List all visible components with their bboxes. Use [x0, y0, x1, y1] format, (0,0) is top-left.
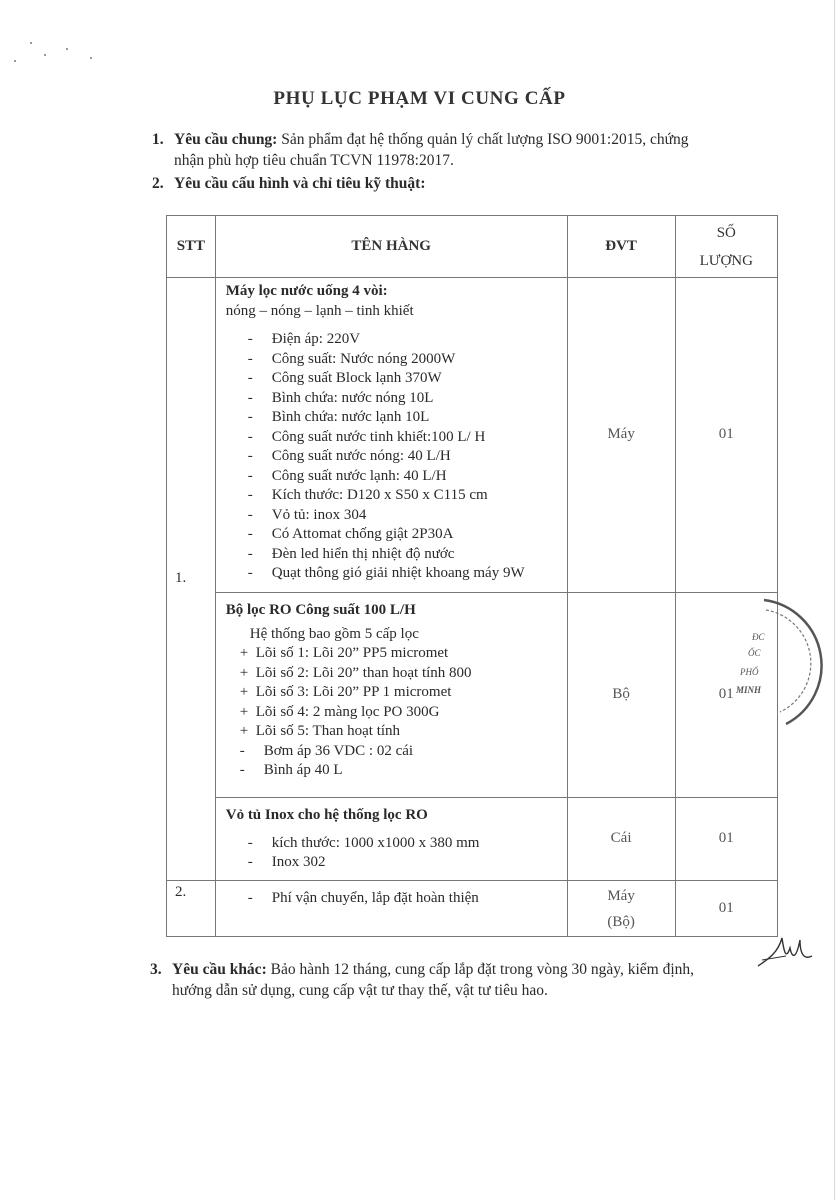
- section-1-number: 1.: [152, 131, 164, 148]
- group-1-stt: 1.: [175, 570, 187, 587]
- item-3-cell: [215, 798, 567, 881]
- section-1-heading: Yêu cầu chung:: [174, 131, 278, 148]
- list-item: + Lõi số 2: Lõi 20” than hoạt tính 800: [216, 664, 567, 684]
- list-item: - Phí vận chuyển, lắp đặt hoàn thiện: [216, 889, 567, 909]
- header-stt: STT: [167, 216, 216, 278]
- table-row: [167, 278, 778, 593]
- group-1-stt-cell: [167, 278, 216, 881]
- list-item: + Lõi số 5: Than hoạt tính: [216, 722, 567, 742]
- list-item: - Công suất: Nước nóng 2000W: [216, 350, 567, 370]
- scan-speck: [90, 57, 92, 59]
- section-1-text-line2: nhận phù hợp tiêu chuẩn TCVN 11978:2017.: [174, 152, 454, 169]
- section-2: [152, 173, 425, 194]
- list-item: + Lõi số 1: Lõi 20” PP5 micromet: [216, 644, 567, 664]
- list-item: - Kích thước: D120 x S50 x C115 cm: [216, 486, 567, 506]
- table-header-row: [167, 216, 778, 278]
- header-qty: [675, 216, 777, 278]
- list-item: - Công suất nước lạnh: 40 L/H: [216, 467, 567, 487]
- list-item: - Có Attomat chống giật 2P30A: [216, 525, 567, 545]
- scan-speck: [44, 54, 46, 56]
- list-item: - Đèn led hiển thị nhiệt độ nước: [216, 545, 567, 565]
- section-3-heading: Yêu cầu khác:: [172, 961, 267, 978]
- list-item: - Công suất Block lạnh 370W: [216, 369, 567, 389]
- stamp-ring-inner: [766, 610, 811, 712]
- item-1-subtitle: nóng – nóng – lạnh – tinh khiết: [225, 302, 414, 319]
- scan-speck: [30, 42, 32, 44]
- item-1-unit: Máy: [567, 278, 675, 593]
- item-2-intro: Hệ thống bao gồm 5 cấp lọc: [249, 625, 419, 642]
- list-item: - Bình chứa: nước nóng 10L: [216, 389, 567, 409]
- item-3-spec-list: [216, 834, 567, 873]
- item-2-unit: Bộ: [567, 593, 675, 798]
- list-item: + Lõi số 4: 2 màng lọc PO 300G: [216, 703, 567, 723]
- item-2-cell: [215, 593, 567, 798]
- list-item: - Inox 302: [216, 853, 567, 873]
- row-2-stt-cell: [167, 881, 216, 937]
- item-2-extra-list: [208, 742, 567, 781]
- header-qty-line2: LƯỢNG: [699, 252, 753, 269]
- row-2-unit-line2: (Bộ): [607, 913, 635, 930]
- item-3-unit: Cái: [567, 798, 675, 881]
- list-item: - Công suất nước tinh khiết:100 L/ H: [216, 428, 567, 448]
- row-2-item-cell: [215, 881, 567, 937]
- page-title: PHỤ LỤC PHẠM VI CUNG CẤP: [273, 88, 566, 109]
- row-2-list: [216, 889, 567, 909]
- header-name: TÊN HÀNG: [215, 216, 567, 278]
- section-3: [150, 959, 770, 1001]
- stamp-text-line3: PHỐ: [740, 667, 759, 677]
- stamp-text-line1: ĐC: [752, 632, 765, 642]
- row-2-qty: 01: [675, 881, 777, 937]
- scan-speck: [14, 60, 16, 62]
- scan-speck: [66, 48, 68, 50]
- list-item: - Quạt thông gió giải nhiệt khoang máy 9W: [216, 564, 567, 584]
- table-row: [167, 593, 778, 798]
- header-unit: ĐVT: [567, 216, 675, 278]
- section-3-text-line1: Bảo hành 12 tháng, cung cấp lắp đặt trong vòng 30 ngày, kiểm định,: [266, 961, 695, 978]
- item-2-title: Bộ lọc RO Công suất 100 L/H: [225, 602, 416, 618]
- section-2-number: 2.: [152, 175, 164, 192]
- page-edge-line: [834, 0, 835, 1200]
- item-1-spec-list: [216, 330, 567, 584]
- red-seal-stamp: [724, 596, 830, 732]
- list-item: - Bơm áp 36 VDC : 02 cái: [208, 742, 567, 762]
- stamp-text-line2: ỐC: [748, 648, 761, 658]
- section-2-heading: Yêu cầu cấu hình và chỉ tiêu kỹ thuật:: [174, 175, 426, 192]
- item-1-cell: [215, 278, 567, 593]
- table-row: [167, 881, 778, 937]
- section-3-number: 3.: [150, 961, 162, 978]
- list-item: - kích thước: 1000 x1000 x 380 mm: [216, 834, 567, 854]
- table-row: [167, 798, 778, 881]
- section-1: [152, 129, 762, 171]
- stamp-ring-outer: [764, 600, 822, 724]
- spec-table: [166, 215, 778, 937]
- list-item: + Lõi số 3: Lõi 20” PP 1 micromet: [216, 683, 567, 703]
- row-2-stt: 2.: [175, 884, 187, 900]
- list-item: - Công suất nước nóng: 40 L/H: [216, 447, 567, 467]
- item-2-stage-list: [216, 644, 567, 742]
- stamp-text-line4: MINH: [736, 685, 762, 695]
- section-1-text-line1: Sản phẩm đạt hệ thống quản lý chất lượng ISO 9001:2015, chứng: [277, 131, 689, 148]
- list-item: - Vỏ tủ: inox 304: [216, 506, 567, 526]
- item-1-title: Máy lọc nước uống 4 vòi:: [225, 283, 388, 299]
- row-2-unit: [567, 881, 675, 937]
- list-item: - Bình chứa: nước lạnh 10L: [216, 408, 567, 428]
- item-3-qty: 01: [675, 798, 777, 881]
- item-3-title: Vỏ tủ Inox cho hệ thống lọc RO: [225, 807, 428, 823]
- list-item: - Bình áp 40 L: [208, 761, 567, 781]
- row-2-unit-line1: Máy: [607, 887, 635, 904]
- list-item: - Điện áp: 220V: [216, 330, 567, 350]
- header-qty-line1: SỐ: [716, 224, 736, 241]
- item-1-qty: 01: [675, 278, 777, 593]
- item-2-qty: 01: [675, 593, 777, 798]
- section-3-text-line2: hướng dẫn sử dụng, cung cấp vật tư thay thế, vật tư tiêu hao.: [172, 982, 548, 999]
